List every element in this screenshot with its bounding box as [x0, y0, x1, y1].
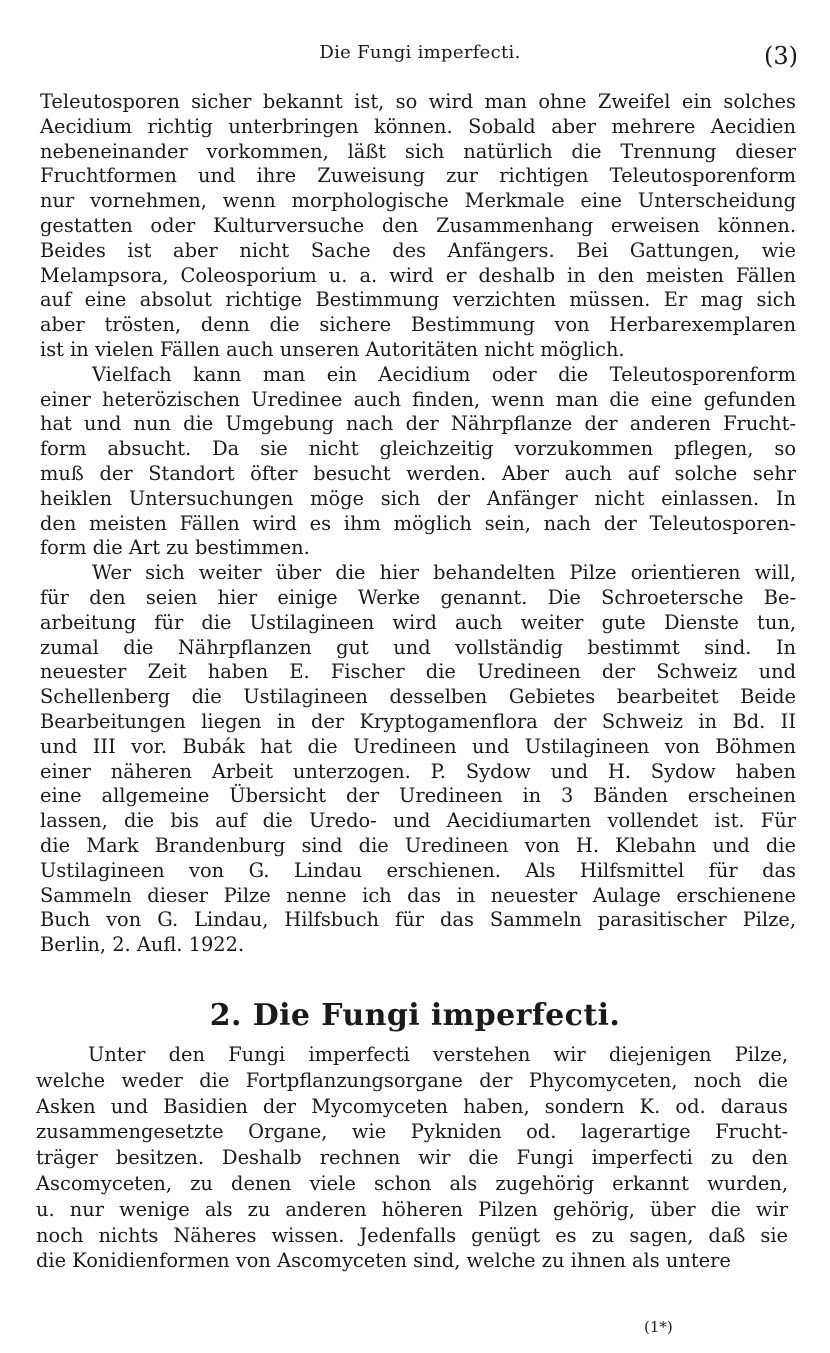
text-line: die Konidienformen von Ascomyceten sind, welche zu ihnen als untere	[36, 1249, 731, 1273]
page-number: (3)	[764, 42, 798, 70]
page-header	[40, 34, 800, 74]
text-line: welche weder die Fortpflanzungsorgane der Phycomyceten, noch die	[36, 1068, 788, 1092]
section-body-text	[36, 1042, 788, 1274]
text-line: ist in vielen Fällen auch unseren Autoritäten nicht möglich.	[40, 337, 625, 361]
text-line: träger besitzen. Deshalb rechnen wir die Fungi imperfecti zu den	[36, 1146, 788, 1170]
text-line: hat und nun die Umgebung nach der Nährpflanze der anderen Frucht-	[40, 412, 796, 436]
text-line: Fruchtformen und ihre Zuweisung zur richtigen Teleutosporenform	[40, 164, 796, 188]
paragraph	[40, 363, 796, 561]
text-line: gestatten oder Kulturversuche den Zusammenhang erweisen können.	[40, 213, 796, 237]
body-text	[40, 90, 796, 958]
text-line: Ustilagineen von G. Lindau erschienen. Als Hilfsmittel für das	[40, 858, 796, 882]
text-line: neuester Zeit haben E. Fischer die Uredineen der Schweiz und	[40, 660, 796, 684]
text-line: für den seien hier einige Werke genannt. Die Schroetersche Be-	[40, 585, 796, 609]
text-line: Schellenberg die Ustilagineen desselben Gebietes bearbeitet Beide	[40, 685, 796, 709]
text-line: Aecidium richtig unterbringen können. Sobald aber mehrere Aecidien	[40, 114, 796, 138]
text-line: Sammeln dieser Pilze nenne ich das in neuester Aulage erschienene	[40, 883, 796, 907]
text-line: arbeitung für die Ustilagineen wird auch weiter gute Dienste tun,	[40, 610, 796, 634]
text-line: die Mark Brandenburg sind die Uredineen von H. Klebahn und die	[40, 833, 796, 857]
text-line: einer heterözischen Uredinee auch finden, wenn man die eine gefunden	[40, 387, 796, 411]
text-line: eine allgemeine Übersicht der Uredineen in 3 Bänden erscheinen	[40, 784, 796, 808]
text-line: lassen, die bis auf die Uredo- und Aecidiumarten vollendet ist. Für	[40, 809, 796, 833]
text-line: u. nur wenige als zu anderen höheren Pilzen gehörig, über die wir	[36, 1197, 788, 1221]
text-line: Bearbeitungen liegen in der Kryptogamenflora der Schweiz in Bd. II	[40, 709, 796, 733]
text-line: auf eine absolut richtige Bestimmung verzichten müssen. Er mag sich	[40, 288, 796, 312]
text-line: aber trösten, denn die sichere Bestimmung von Herbarexemplaren	[40, 313, 796, 337]
text-line: den meisten Fällen wird es ihm möglich sein, nach der Teleutosporen-	[40, 511, 796, 535]
text-line: nur vornehmen, wenn morphologische Merkmale eine Unterscheidung	[40, 189, 796, 213]
text-line: Wer sich weiter über die hier behandelten Pilze orientieren will,	[92, 561, 796, 585]
text-line: Berlin, 2. Aufl. 1922.	[40, 933, 245, 957]
text-line: Vielfach kann man ein Aecidium oder die Teleutosporenform	[92, 362, 796, 386]
text-line: Buch von G. Lindau, Hilfsbuch für das Sammeln parasitischer Pilze,	[40, 908, 796, 932]
paragraph	[36, 1042, 788, 1274]
text-line: noch nichts Näheres wissen. Jedenfalls genügt es zu sagen, daß sie	[36, 1223, 788, 1247]
text-line: heiklen Untersuchungen möge sich der Anfänger nicht einlassen. In	[40, 486, 796, 510]
paragraph	[40, 561, 796, 958]
text-line: Teleutosporen sicher bekannt ist, so wird man ohne Zweifel ein solches	[40, 90, 796, 113]
text-line: zusammengesetzte Organe, wie Pykniden od. lagerartige Frucht-	[36, 1120, 788, 1144]
text-line: nebeneinander vorkommen, läßt sich natürlich die Trennung dieser	[40, 139, 796, 163]
text-line: Unter den Fungi imperfecti verstehen wir diejenigen Pilze,	[88, 1043, 788, 1066]
text-line: Ascomyceten, zu denen viele schon als zugehörig erkannt wurden,	[36, 1171, 788, 1195]
paragraph	[40, 90, 796, 363]
text-line: Asken und Basidien der Mycomyceten haben, sondern K. od. daraus	[36, 1094, 788, 1118]
section-heading: 2. Die Fungi imperfecti.	[209, 998, 621, 1033]
text-line: form die Art zu bestimmen.	[40, 536, 310, 560]
text-line: einer näheren Arbeit unterzogen. P. Sydow und H. Sydow haben	[40, 759, 796, 783]
text-line: und III vor. Bubák hat die Uredineen und Ustilagineen von Böhmen	[40, 734, 796, 758]
text-line: Melampsora, Coleosporium u. a. wird er deshalb in den meisten Fällen	[40, 263, 796, 287]
text-line: zumal die Nährpflanzen gut und vollständig bestimmt sind. In	[40, 635, 796, 659]
signature-mark: (1*)	[644, 1318, 673, 1336]
text-line: Beides ist aber nicht Sache des Anfängers. Bei Gattungen, wie	[40, 238, 796, 262]
text-line: form absucht. Da sie nicht gleichzeitig vorzukommen pflegen, so	[40, 437, 796, 461]
running-title: Die Fungi imperfecti.	[319, 42, 521, 63]
text-line: muß der Standort öfter besucht werden. Aber auch auf solche sehr	[40, 461, 796, 485]
